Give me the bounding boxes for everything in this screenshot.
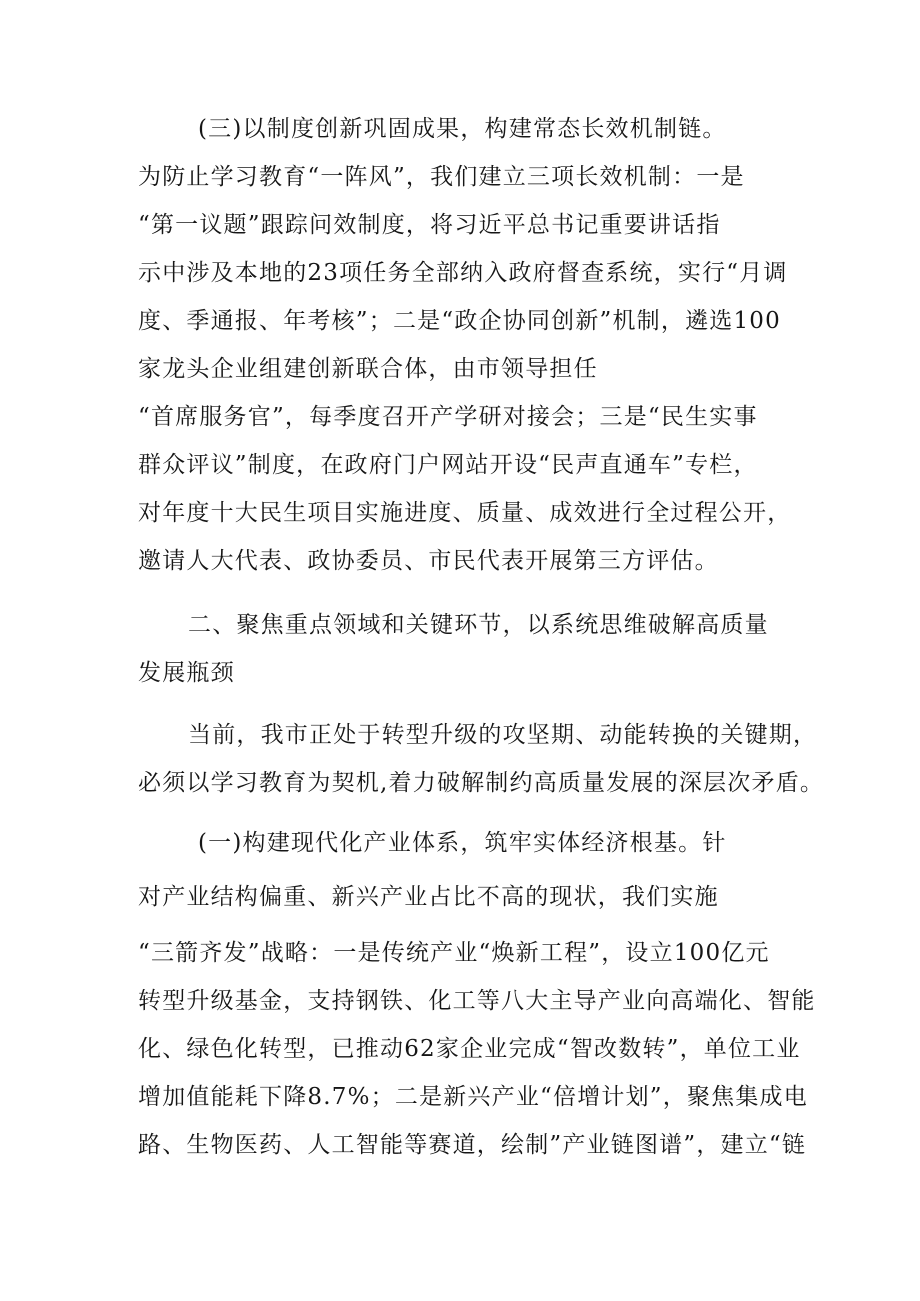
paragraph-line: 必须以学习教育为契机,着力破解制约高质量发展的深层次矛盾。 [138,770,825,796]
paragraph-line: 增加值能耗下降8.7%；二是新兴产业“倍增计划”，聚焦集成电 [138,1084,808,1110]
paragraph-line: 度、季通报、年考核”；二是“政企协同创新”机制，遴选100 [138,308,781,334]
paragraph-line: 邀请人大代表、政协委员、市民代表开展第三方评估。 [138,548,719,574]
paragraph-line: 为防止学习教育“一阵风”，我们建立三项长效机制：一是 [138,164,745,190]
paragraph-line: 路、生物医药、人工智能等赛道，绘制”产业链图谱”，建立“链 [138,1132,807,1158]
paragraph-line: “三箭齐发”战略：一是传统产业“焕新工程”，设立100亿元 [138,940,770,966]
section-heading-institutional-innovation: (三)以制度创新巩固成果，构建常态长效机制链。 [198,116,727,142]
paragraph-line: 对产业结构偏重、新兴产业占比不高的现状，我们实施 [138,884,719,910]
paragraph-line: 转型升级基金，支持钢铁、化工等八大主导产业向高端化、智能 [138,988,816,1014]
paragraph-line: 家龙头企业组建创新联合体，由市领导担任 [138,356,598,382]
paragraph-line: 示中涉及本地的23项任务全部纳入政府督查系统，实行“月调 [138,260,788,286]
paragraph-line: 群众评议”制度，在政府门户网站开设“民声直通车”专栏， [138,452,758,478]
paragraph-line: “首席服务官”，每季度召开产学研对接会；三是“民生实事 [138,404,758,430]
paragraph-line: 对年度十大民生项目实施进度、质量、成效进行全过程公开， [138,500,792,526]
paragraph-line: 化、绿色化转型，已推动62家企业完成“智改数转”，单位工业 [138,1036,801,1062]
paragraph-line: “第一议题”跟踪问效制度，将习近平总书记重要讲话指 [138,212,721,238]
section-heading-key-areas: 二、聚焦重点领域和关键环节，以系统思维破解高质量 [188,612,769,638]
paragraph-line: 当前，我市正处于转型升级的攻坚期、动能转换的关键期， [188,722,818,748]
section-heading-key-areas-continued: 发展瓶颈 [138,660,235,686]
section-heading-industrial-system: (一)构建现代化产业体系，筑牢实体经济根基。针 [198,830,727,856]
